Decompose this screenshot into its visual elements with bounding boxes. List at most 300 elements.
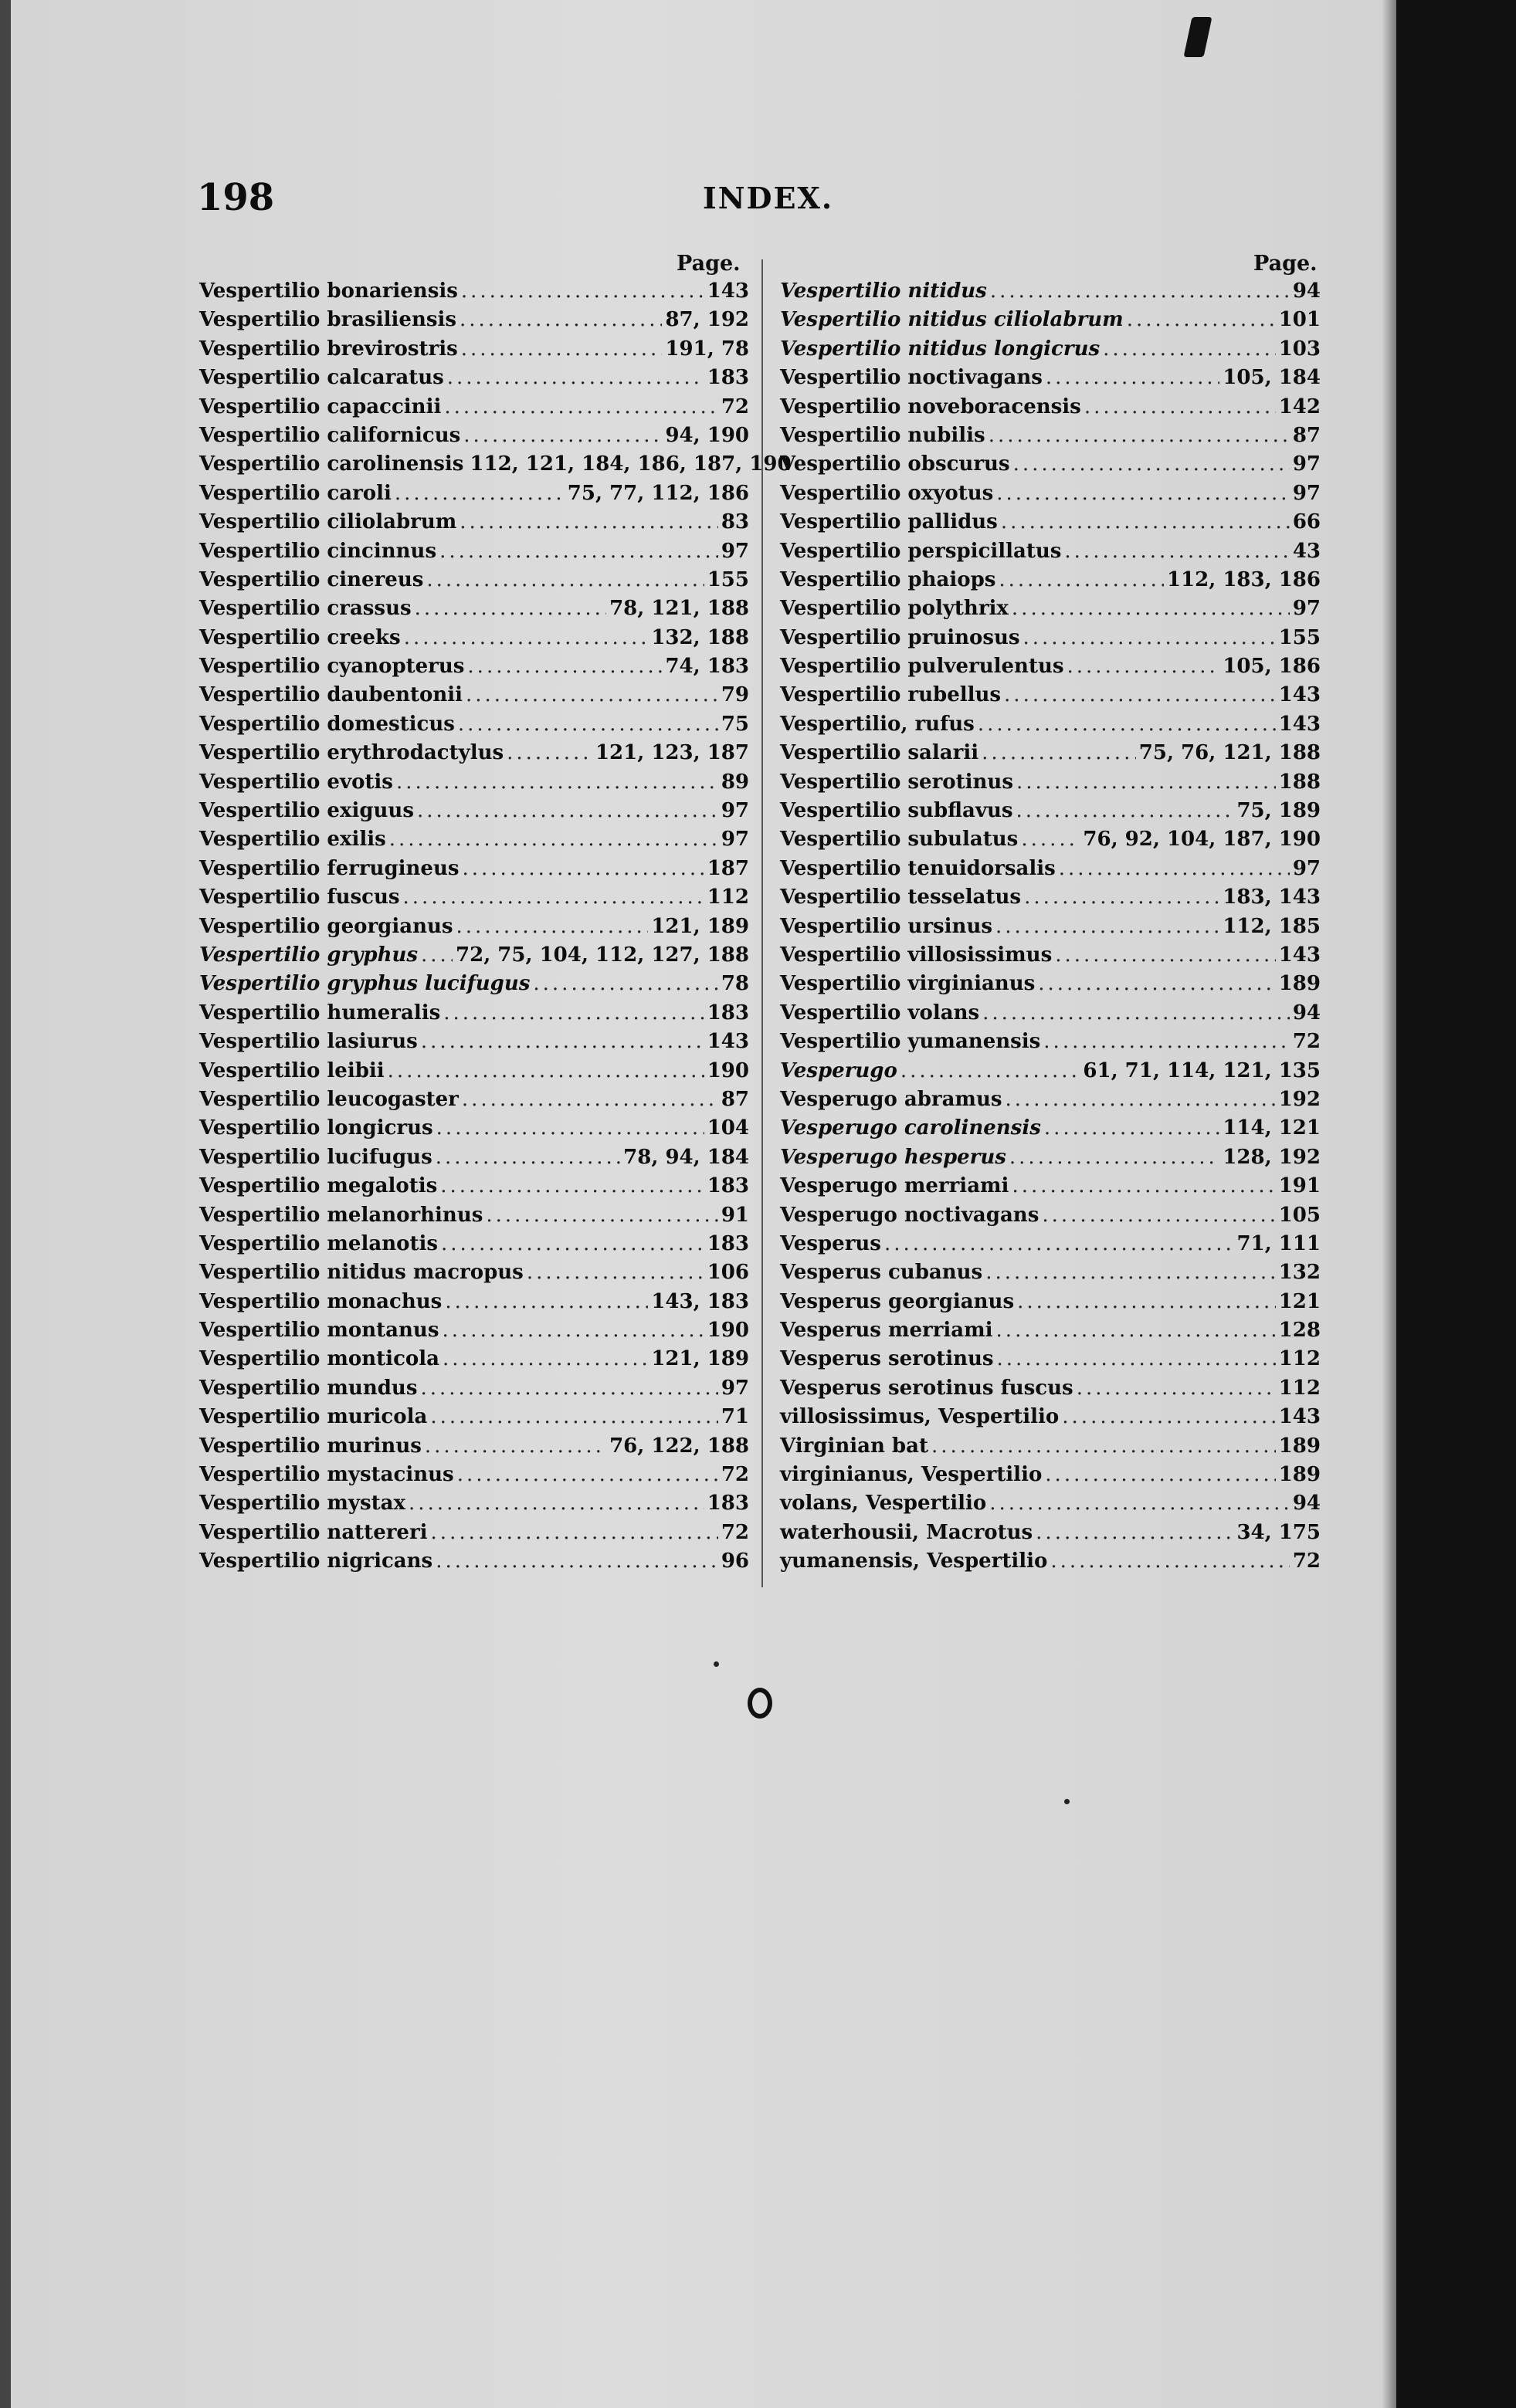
page-title: INDEX. [703,181,834,215]
index-term: Vesperus georgianus [780,1289,1015,1313]
index-term: Vespertilio tenuidorsalis [780,856,1056,880]
index-page-refs: 105, 184 [1223,366,1321,390]
index-entry [780,540,1321,568]
index-page-refs: 183, 143 [1223,886,1321,909]
index-page-refs: 71, 111 [1236,1231,1321,1255]
index-page-refs: 112, 183, 186 [1166,567,1321,591]
index-term: Vespertilio mundus [199,1376,418,1400]
index-term: Vespertilio evotis [199,770,393,794]
dot-leader [982,1001,1290,1025]
index-entry [199,1319,749,1347]
index-term: Vespertilio domesticus [199,712,455,736]
index-page-refs: 72 [721,1520,749,1544]
index-entry [780,1405,1321,1434]
index-entry [780,1549,1321,1578]
dot-leader [1016,799,1234,822]
left-page-column-label: Page. [677,252,741,276]
index-term: yumanensis, Vespertilio [780,1549,1048,1573]
index-page-refs: 94 [1292,279,1321,303]
index-term: Vespertilio ciliolabrum [199,510,457,534]
index-page-refs: 78, 121, 188 [609,597,749,621]
index-term: Vespertilio brevirostris [199,337,458,361]
page-gutter-shadow [1382,0,1396,2408]
index-entry [780,1319,1321,1347]
index-page-refs: 75 [721,712,749,736]
index-page-refs: 76, 122, 188 [609,1434,749,1458]
index-entry [199,482,749,510]
index-page-refs: 97 [1292,481,1321,505]
index-entry [199,713,749,741]
index-term: Vespertilio capaccinii [199,395,442,418]
index-entry [780,857,1321,886]
index-page-refs: 189 [1278,972,1321,996]
index-term: Vespertilio daubentonii [199,683,463,707]
dot-leader [426,568,704,591]
index-term: volans, Vespertilio [780,1492,987,1516]
dot-leader [436,1549,718,1573]
dot-leader [442,1319,704,1342]
index-page-refs: 89 [721,770,749,794]
index-page-refs: 94 [1292,1492,1321,1516]
dot-leader [421,943,453,967]
speck [1064,1799,1070,1804]
index-term: Vespertilio, rufus [780,712,975,736]
index-term: Vespertilio virginianus [780,972,1036,996]
index-term: Vespertilio mystacinus [199,1463,454,1487]
index-entry [199,452,792,481]
index-entry [199,857,749,886]
index-term: Virginian bat [780,1434,928,1458]
dot-leader [1077,1377,1276,1400]
dot-leader [460,510,718,533]
index-term: Vespertilio leucogaster [199,1087,459,1111]
index-entry [780,279,1321,308]
index-entry [780,1290,1321,1319]
dot-leader [1044,1116,1220,1140]
index-entry [780,1463,1321,1492]
index-page-refs: 192 [1278,1087,1321,1111]
index-page-refs: 97 [1292,856,1321,880]
index-page-refs: 75, 76, 121, 188 [1138,741,1321,765]
dot-leader [978,713,1276,736]
index-entry [780,482,1321,510]
index-page-refs: 96 [721,1549,749,1573]
index-page-refs: 155 [1278,625,1321,649]
dot-leader [388,1059,704,1082]
dot-leader [1024,886,1219,909]
index-term: Vesperugo merriami [780,1174,1009,1198]
dot-leader [1001,510,1290,533]
index-entry [199,1088,749,1116]
index-term: Vesperus serotinus [780,1347,994,1371]
dot-leader [463,424,662,447]
index-entry [780,1347,1321,1376]
index-term: Vespertilio brasiliensis [199,308,457,332]
index-term: Vespertilio noveboracensis [780,395,1081,418]
index-page-refs: 121 [1278,1289,1321,1313]
index-entry [780,366,1321,395]
dot-leader [396,770,718,794]
dot-leader [440,1174,704,1197]
index-term: Vespertilio muricola [199,1405,428,1429]
dot-leader [431,1521,718,1544]
left-index-column [199,279,792,1579]
index-page-refs: 87, 192 [665,308,749,332]
index-term: Vespertilio lasiurus [199,1030,418,1054]
index-page-refs: 83 [721,510,749,534]
page-number: 198 [197,176,275,219]
index-term: Vesperugo noctivagans [780,1203,1039,1227]
dot-leader [461,337,663,361]
index-entry [199,972,749,1001]
dot-leader [420,1377,717,1400]
index-term: Vesperugo hesperus [780,1145,1006,1169]
index-entry [780,1088,1321,1116]
index-page-refs: 72 [721,395,749,418]
index-term: Vesperus cubanus [780,1261,983,1285]
index-entry [780,828,1321,856]
index-entry [199,1521,749,1549]
end-ornament [748,1688,772,1719]
index-page-refs: 112 [707,886,749,909]
index-term: Vespertilio cinereus [199,567,424,591]
dot-leader [1059,857,1290,880]
index-page-refs: 75, 189 [1236,799,1321,823]
index-page-refs: 191 [1278,1174,1321,1198]
dot-leader [996,482,1290,505]
index-entry [780,1377,1321,1405]
index-term: Vespertilio crassus [199,597,412,621]
index-term: Vespertilio murinus [199,1434,422,1458]
index-page-refs: 132, 188 [651,625,749,649]
scan-left-edge [0,0,11,2408]
dot-leader [467,655,662,678]
index-page-refs: 103 [1278,337,1321,361]
index-term: Vespertilio calcaratus [199,366,444,390]
index-entry [780,1232,1321,1261]
index-term: Vesperus merriami [780,1319,993,1343]
dot-leader [415,597,606,620]
dot-leader [444,395,717,418]
index-page-refs: 97 [1292,597,1321,621]
index-term: Vespertilio volans [780,1001,980,1025]
index-page-refs: 106 [707,1261,749,1285]
index-entry [780,741,1321,770]
index-term: Vespertilio longicrus [199,1116,433,1140]
index-term: Vespertilio obscurus [780,452,1010,476]
index-entry [780,1492,1321,1520]
index-term: Vespertilio subflavus [780,799,1013,823]
index-entry [199,1232,749,1261]
index-page-refs: 104 [707,1116,749,1140]
index-page-refs: 128, 192 [1223,1145,1321,1169]
index-entry [199,1116,749,1145]
index-entry [199,1377,749,1405]
index-term: Vespertilio gryphus lucifugus [199,972,531,996]
index-term: Vespertilio mystax [199,1492,406,1516]
index-term: Vesperugo [780,1058,897,1082]
index-entry [199,568,749,597]
dot-leader [931,1434,1276,1458]
dot-leader [403,886,704,909]
index-page-refs: 143 [1278,712,1321,736]
dot-leader [1045,1463,1275,1486]
index-entry [780,424,1321,452]
index-term: Vespertilio gryphus [199,943,419,967]
index-page-refs: 87 [1292,423,1321,447]
dot-leader [1023,626,1276,649]
dot-leader [989,1492,1290,1515]
index-page-refs: 142 [1278,395,1321,418]
index-page-refs: 143, 183 [651,1289,749,1313]
index-page-refs: 97 [721,539,749,563]
index-page-refs: 183 [707,1001,749,1025]
index-entry [780,395,1321,424]
index-entry [780,972,1321,1001]
index-page-refs: 71 [721,1405,749,1429]
index-entry [780,713,1321,741]
dot-leader [1021,828,1080,851]
index-page-refs: 105, 186 [1223,655,1321,679]
dot-leader [985,1261,1276,1284]
index-term: Vespertilio melanorhinus [199,1203,483,1227]
dot-leader [1127,308,1276,331]
index-entry [199,741,749,770]
index-entry [199,337,749,366]
index-term: Vespertilio nitidus [780,279,987,303]
index-entry [780,308,1321,337]
index-entry [199,1492,749,1520]
index-term: Vespertilio georgianus [199,914,453,938]
index-entry [780,886,1321,914]
index-page-refs: 34, 175 [1236,1520,1321,1544]
index-term: Vespertilio montanus [199,1319,439,1343]
index-entry [199,1261,749,1289]
index-entry [780,337,1321,366]
index-term: Vesperugo abramus [780,1087,1002,1111]
dot-leader [457,1463,718,1486]
index-entry [780,510,1321,539]
index-entry [199,1146,749,1174]
index-term: Vesperus [780,1231,881,1255]
dot-leader [443,1001,704,1025]
index-page-refs: 78, 94, 184 [623,1145,749,1169]
index-term: Vespertilio monachus [199,1289,443,1313]
index-term: virginianus, Vespertilio [780,1463,1043,1487]
dot-leader [462,1088,718,1111]
index-entry [199,424,749,452]
index-entry [199,1059,749,1088]
index-page-refs: 105 [1278,1203,1321,1227]
index-entry [199,915,749,943]
index-term: Vespertilio serotinus [780,770,1013,794]
index-page-refs: 94, 190 [665,423,749,447]
index-page-refs: 72 [1292,1549,1321,1573]
index-page-refs: 143 [1278,683,1321,707]
dot-leader [404,626,649,649]
dot-leader [466,683,718,706]
index-term: Vespertilio yumanensis [780,1030,1041,1054]
index-term: Vesperus serotinus fuscus [780,1376,1073,1400]
dot-leader [507,741,592,764]
index-page-refs: 72 [721,1463,749,1487]
dot-leader [417,799,718,822]
index-entry [780,1204,1321,1232]
index-term: Vespertilio subulatus [780,828,1019,852]
dot-leader [900,1059,1080,1082]
index-entry [199,1347,749,1376]
dot-leader [425,1434,606,1458]
dot-leader [1046,366,1219,389]
dot-leader [445,1290,648,1313]
index-term: Vespertilio polythrix [780,597,1009,621]
index-entry [199,279,749,308]
index-entry [780,1146,1321,1174]
index-page-refs: 91 [721,1203,749,1227]
dot-leader [1017,1290,1276,1313]
dot-leader [982,741,1136,764]
index-entry [199,943,749,972]
index-entry [199,828,749,856]
index-entry [780,915,1321,943]
index-term: Vespertilio ursinus [780,914,992,938]
dot-leader [436,1116,704,1140]
dot-leader [527,1261,704,1284]
index-term: Vespertilio cincinnus [199,539,437,563]
dot-leader [1050,1549,1289,1573]
dot-leader [1084,395,1276,418]
dot-leader [989,424,1290,447]
index-page-refs: 128 [1278,1319,1321,1343]
dot-leader [409,1492,704,1515]
dot-leader [1042,1204,1275,1227]
index-term: Vespertilio fuscus [199,886,400,909]
dot-leader [884,1232,1234,1255]
index-term: Vespertilio phaiops [780,567,996,591]
dot-leader [395,482,565,505]
index-page-refs: 190 [707,1058,749,1082]
index-entry [780,799,1321,828]
index-term: Vespertilio leibii [199,1058,385,1082]
index-entry [199,886,749,914]
dot-leader [461,279,704,303]
index-page-refs: 43 [1292,539,1321,563]
index-entry [199,1463,749,1492]
index-entry [199,395,749,424]
dot-leader [1055,943,1276,967]
dot-leader [1006,1088,1276,1111]
index-page-refs: 143 [707,279,749,303]
dot-leader [430,1405,718,1428]
index-entry [199,626,749,655]
index-page-refs: 75, 77, 112, 186 [567,481,749,505]
index-term: Vespertilio salarii [780,741,979,765]
index-entry [780,683,1321,712]
index-entry [199,1405,749,1434]
index-entry [780,626,1321,655]
index-page-refs: 79 [721,683,749,707]
index-entry [780,655,1321,683]
dot-leader [460,308,662,331]
index-entry [199,1434,749,1463]
index-entry [199,1204,749,1232]
index-entry [199,308,749,337]
index-page-refs: 143 [1278,1405,1321,1429]
index-entry [199,1174,749,1203]
dot-leader [486,1204,717,1227]
index-term: Vespertilio noctivagans [780,366,1043,390]
index-entry [780,452,1321,481]
index-page-refs: 121, 189 [651,1347,749,1371]
index-entry [199,597,749,625]
index-entry [780,1521,1321,1549]
index-page-refs: 183 [707,1174,749,1198]
index-term: Vespertilio nigricans [199,1549,433,1573]
index-term: Vespertilio pruinosus [780,625,1020,649]
index-term: Vespertilio pallidus [780,510,998,534]
index-page-refs: 191, 78 [665,337,749,361]
index-page-refs: 97 [721,1376,749,1400]
book-spine [1396,0,1516,2408]
dot-leader [996,1319,1276,1342]
index-term: Vespertilio pulverulentus [780,655,1064,679]
index-entry [199,540,749,568]
index-page-refs: 74, 183 [665,655,749,679]
index-term: Vespertilio melanotis [199,1231,438,1255]
dot-leader [439,540,718,563]
dot-leader [443,1347,648,1370]
index-entry [199,1001,749,1030]
index-page-refs: 78 [721,972,749,996]
index-entry [199,683,749,712]
index-term: Vespertilio erythrodactylus [199,741,504,765]
dot-leader [1103,337,1276,361]
dot-leader [1016,770,1276,794]
ink-mark [1183,17,1212,57]
dot-leader [997,1347,1276,1370]
index-entry [199,510,749,539]
index-entry [780,1030,1321,1058]
index-term: waterhousii, Macrotus [780,1520,1033,1544]
index-term: Vespertilio caroli [199,481,392,505]
index-term: Vespertilio nattereri [199,1520,428,1544]
index-entry [199,1030,749,1058]
dot-leader [533,972,717,995]
dot-leader [1062,1405,1275,1428]
index-term: Vesperugo carolinensis [780,1116,1041,1140]
dot-leader [1038,972,1275,995]
index-page-refs: 94 [1292,1001,1321,1025]
index-term: Vespertilio carolinensis [199,452,464,476]
index-page-refs: 189 [1278,1463,1321,1487]
index-page-refs: 114, 121 [1223,1116,1321,1140]
index-entry [199,770,749,799]
index-term: Vespertilio exiguus [199,799,414,823]
index-term: Vespertilio bonariensis [199,279,458,303]
index-page-refs: 112 [1278,1376,1321,1400]
dot-leader [441,1232,704,1255]
speck [714,1661,719,1667]
dot-leader [1004,683,1276,706]
index-page-refs: 189 [1278,1434,1321,1458]
index-page-refs: 183 [707,1231,749,1255]
dot-leader [1012,1174,1275,1197]
dot-leader [436,1146,620,1169]
dot-leader [1009,1146,1219,1169]
index-term: Vespertilio californicus [199,423,461,447]
dot-leader [1064,540,1289,563]
index-entry [199,366,749,395]
